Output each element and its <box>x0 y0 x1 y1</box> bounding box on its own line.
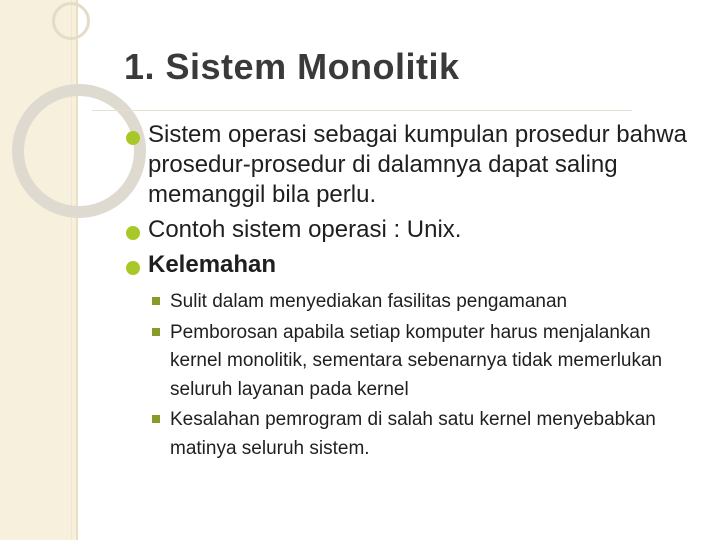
circle-bullet-icon <box>126 131 140 145</box>
square-bullet-icon <box>152 415 160 423</box>
left-decorative-band <box>0 0 78 540</box>
band-inner-line <box>71 0 72 540</box>
sub-bullet-text: Kesalahan pemrogram di salah satu kernel menyebabkan matinya seluruh sistem. <box>170 409 656 459</box>
sub-bullet-item <box>152 406 706 463</box>
sub-bullet-text: Pemborosan apabila setiap komputer harus menjalankan kernel monolitik, sementara sebenarnya tidak memerlukan seluruh layanan pada kernel <box>170 321 663 400</box>
decorative-ring-small <box>52 2 90 40</box>
bullet-list <box>126 120 706 463</box>
bullet-text: Sistem operasi sebagai kumpulan prosedur bahwa prosedur-prosedur di dalamnya dapat saling memanggil bila perlu. <box>148 121 687 208</box>
square-bullet-icon <box>152 297 160 305</box>
bullet-text: Contoh sistem operasi : Unix. <box>148 216 462 243</box>
title-divider <box>92 110 632 111</box>
circle-bullet-icon <box>126 226 140 240</box>
circle-bullet-icon <box>126 261 140 275</box>
sub-bullet-item <box>152 288 706 317</box>
slide-title: 1. Sistem Monolitik <box>124 46 460 87</box>
bullet-text: Kelemahan <box>148 251 277 278</box>
square-bullet-icon <box>152 328 160 336</box>
sub-bullet-list <box>152 288 706 463</box>
slide-content <box>126 120 706 468</box>
bullet-item <box>126 120 706 210</box>
sub-bullet-text: Sulit dalam menyediakan fasilitas pengamanan <box>170 291 568 312</box>
bullet-item <box>126 215 706 245</box>
band-edge-line <box>76 0 78 540</box>
sub-bullet-item <box>152 319 706 405</box>
bullet-item <box>126 250 706 463</box>
